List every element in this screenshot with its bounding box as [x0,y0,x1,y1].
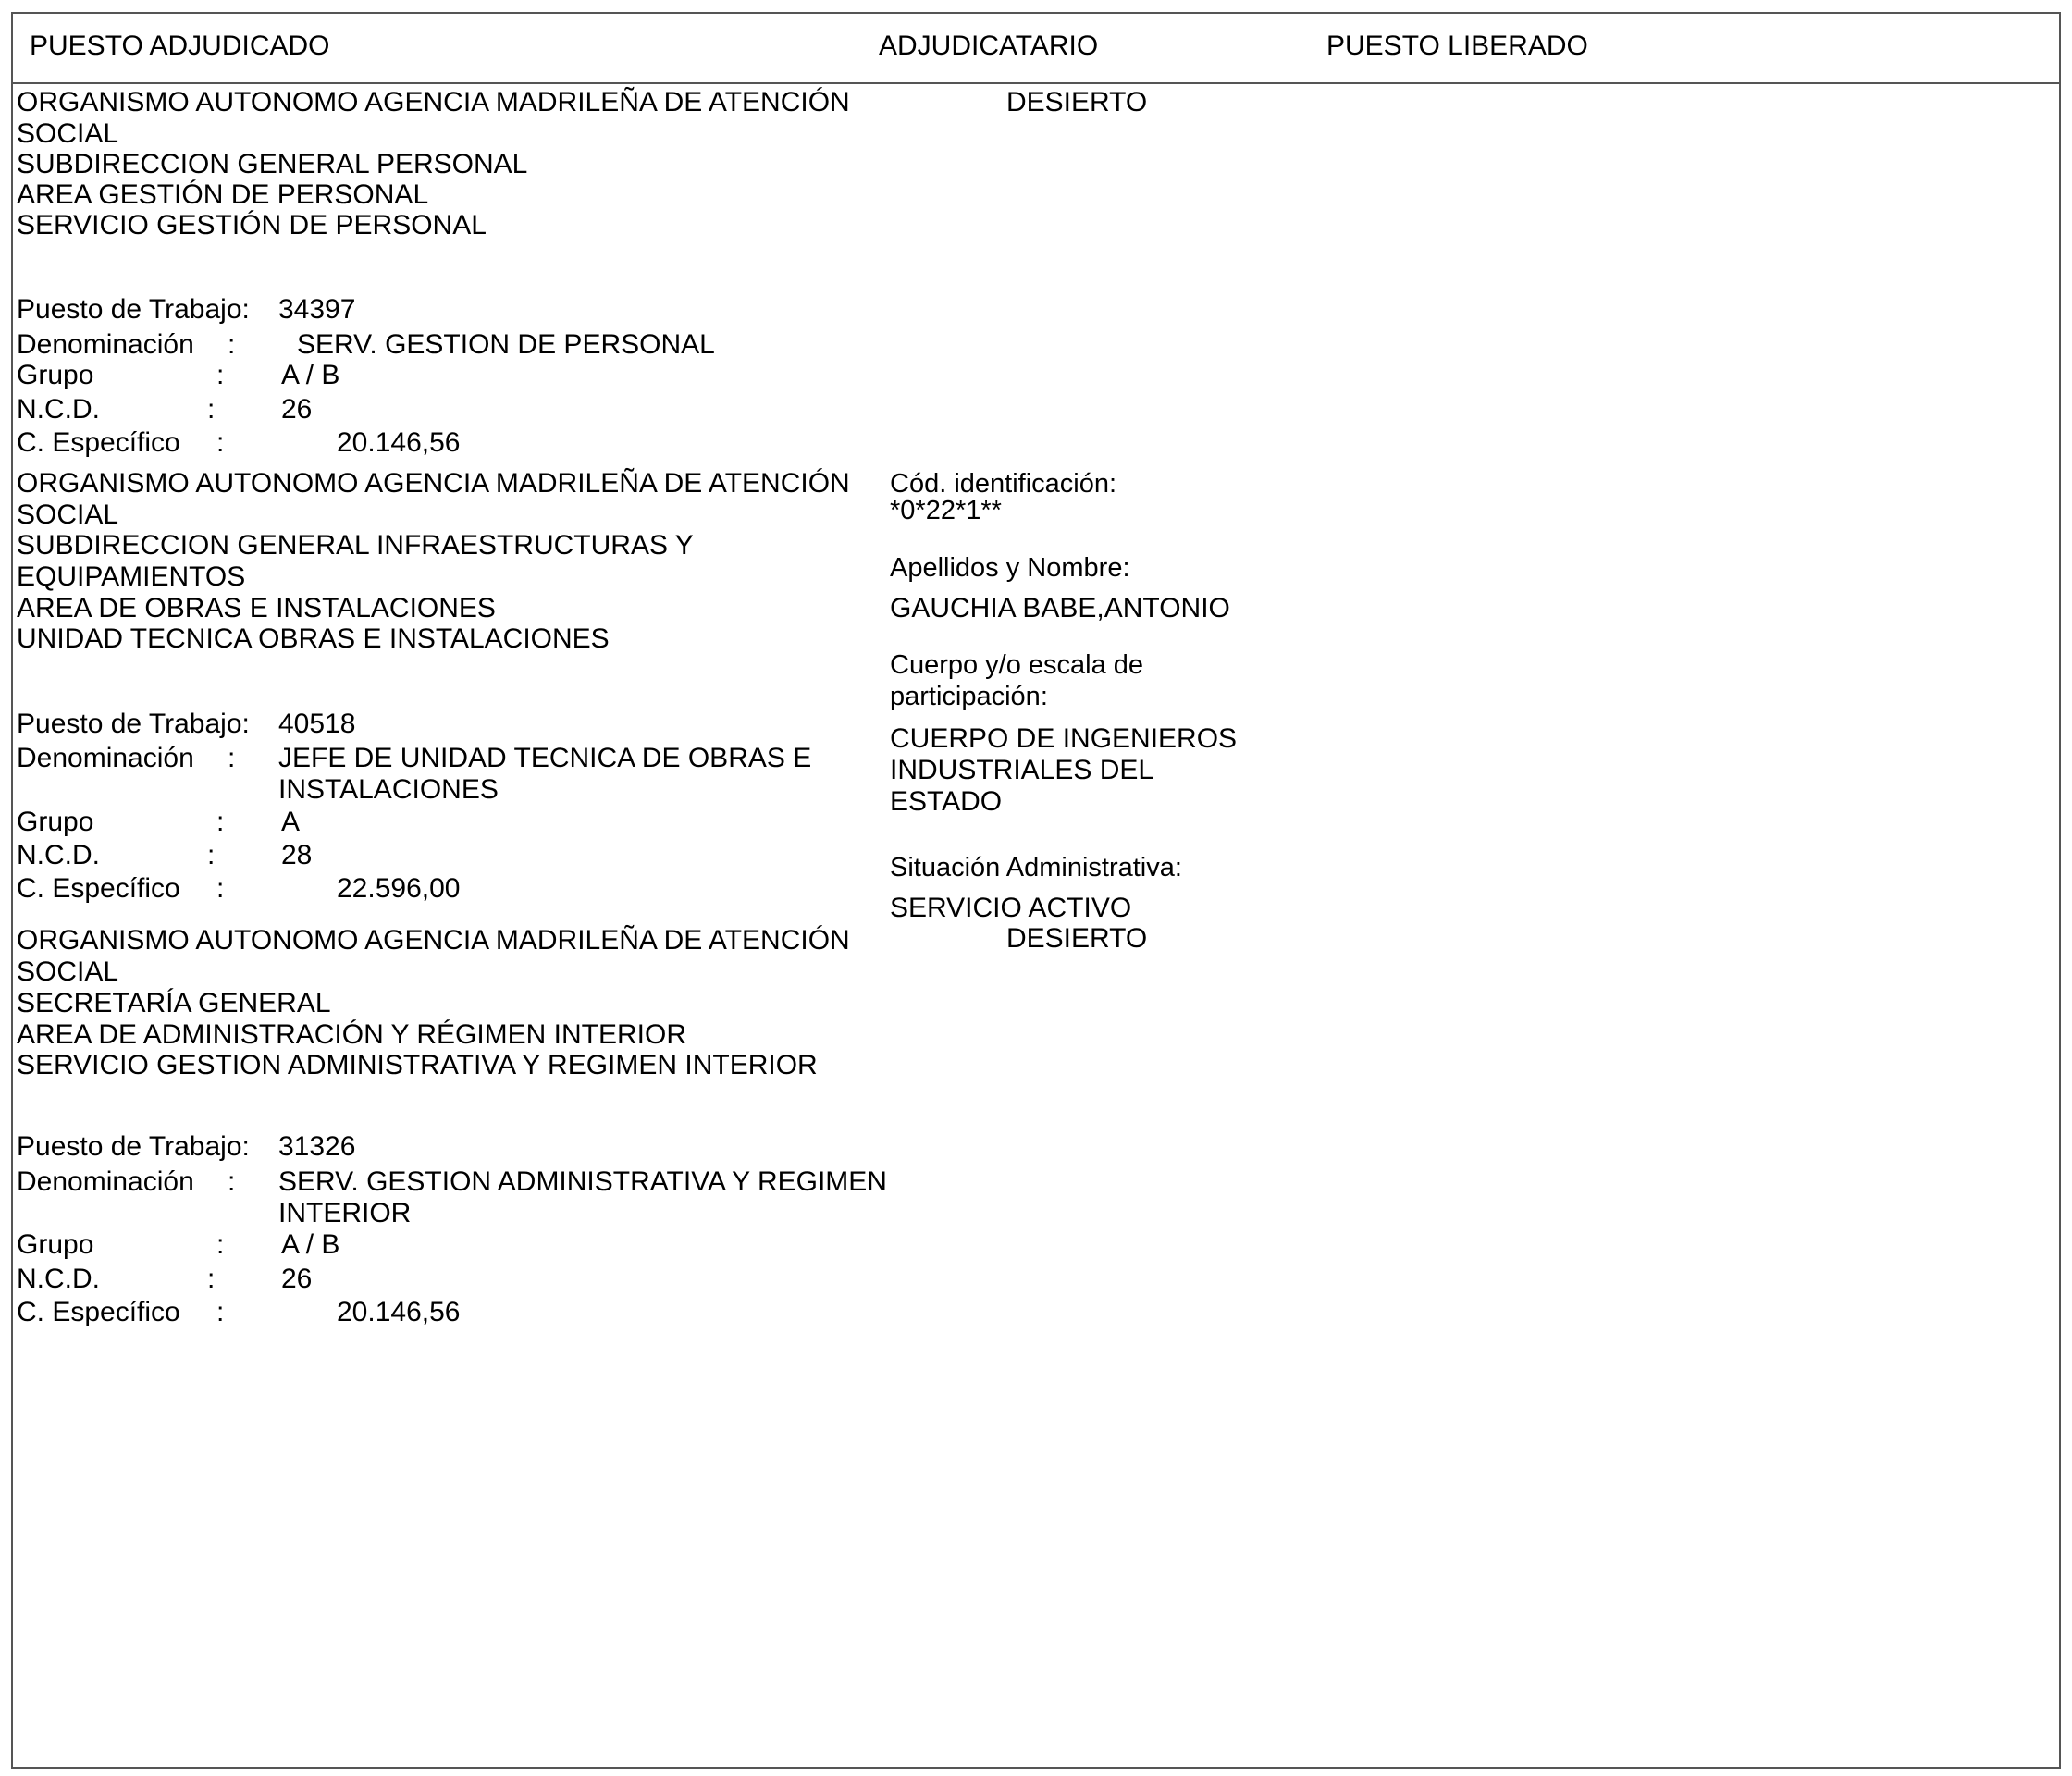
colon: : [207,394,216,425]
org-line: SERVICIO GESTION ADMINISTRATIVA Y REGIMEN INTERIOR [17,1050,818,1080]
cuerpo-label: Cuerpo y/o escala de [890,650,1144,680]
apellidos-nombre-label: Apellidos y Nombre: [890,553,1130,583]
denominacion-label: Denominación [17,1166,194,1197]
adjudicatario-desierto: DESIERTO [1006,87,1148,117]
grupo-value: A [281,807,301,837]
org-line: SOCIAL [17,956,119,987]
ncd-value: 28 [281,840,313,870]
org-line: SUBDIRECCION GENERAL INFRAESTRUCTURAS Y [17,530,694,561]
denominacion-value: SERV. GESTION ADMINISTRATIVA Y REGIMEN [278,1166,887,1197]
document-table [11,12,2061,1769]
org-line: SOCIAL [17,118,119,149]
org-line: ORGANISMO AUTONOMO AGENCIA MADRILEÑA DE ATENCIÓN [17,87,850,117]
header-puesto-adjudicado: PUESTO ADJUDICADO [30,31,330,61]
org-line: AREA DE ADMINISTRACIÓN Y RÉGIMEN INTERIOR [17,1019,687,1050]
org-line: EQUIPAMIENTOS [17,561,246,592]
puesto-label: Puesto de Trabajo: [17,709,250,739]
especifico-label: C. Específico [17,427,180,458]
cod-identificacion-value: *0*22*1** [890,496,1002,525]
colon: : [228,743,236,773]
grupo-value: A / B [281,360,340,390]
grupo-value: A / B [281,1229,340,1260]
colon: : [207,840,216,870]
especifico-value: 22.596,00 [337,873,461,904]
ncd-label: N.C.D. [17,1264,100,1294]
ncd-label: N.C.D. [17,840,100,870]
org-line: AREA DE OBRAS E INSTALACIONES [17,593,496,623]
especifico-label: C. Específico [17,873,180,904]
cuerpo-value: INDUSTRIALES DEL [890,755,1154,785]
colon: : [216,427,225,458]
org-line: AREA GESTIÓN DE PERSONAL [17,179,429,210]
header-puesto-liberado: PUESTO LIBERADO [1326,31,1588,61]
ncd-label: N.C.D. [17,394,100,425]
colon: : [228,1166,236,1197]
denominacion-label: Denominación [17,329,194,360]
grupo-label: Grupo [17,360,94,390]
puesto-label: Puesto de Trabajo: [17,294,250,325]
table-header [13,14,2059,84]
grupo-label: Grupo [17,807,94,837]
colon: : [228,329,236,360]
org-line: SUBDIRECCION GENERAL PERSONAL [17,149,528,179]
denominacion-value: SERV. GESTION DE PERSONAL [297,329,715,360]
especifico-value: 20.146,56 [337,427,461,458]
ncd-value: 26 [281,1264,313,1294]
colon: : [207,1264,216,1294]
org-line: ORGANISMO AUTONOMO AGENCIA MADRILEÑA DE ATENCIÓN [17,468,850,499]
cuerpo-label: participación: [890,682,1048,711]
adjudicatario-desierto: DESIERTO [1006,923,1148,954]
especifico-label: C. Específico [17,1297,180,1327]
org-line: SERVICIO GESTIÓN DE PERSONAL [17,210,487,240]
ncd-value: 26 [281,394,313,425]
puesto-label: Puesto de Trabajo: [17,1131,250,1162]
cuerpo-value: ESTADO [890,786,1003,817]
denominacion-value: INSTALACIONES [278,774,499,805]
situacion-value: SERVICIO ACTIVO [890,893,1132,923]
denominacion-label: Denominación [17,743,194,773]
colon: : [216,807,225,837]
puesto-value: 34397 [278,294,356,325]
puesto-value: 31326 [278,1131,356,1162]
org-line: SOCIAL [17,500,119,530]
puesto-value: 40518 [278,709,356,739]
grupo-label: Grupo [17,1229,94,1260]
colon: : [216,360,225,390]
especifico-value: 20.146,56 [337,1297,461,1327]
denominacion-value: JEFE DE UNIDAD TECNICA DE OBRAS E [278,743,812,773]
denominacion-value: INTERIOR [278,1198,412,1228]
situacion-label: Situación Administrativa: [890,853,1182,882]
cod-identificacion-label: Cód. identificación: [890,469,1117,499]
apellidos-nombre-value: GAUCHIA BABE,ANTONIO [890,593,1230,623]
colon: : [216,873,225,904]
header-adjudicatario: ADJUDICATARIO [879,31,1099,61]
org-line: ORGANISMO AUTONOMO AGENCIA MADRILEÑA DE ATENCIÓN [17,925,850,956]
cuerpo-value: CUERPO DE INGENIEROS [890,723,1238,754]
org-line: SECRETARÍA GENERAL [17,988,331,1018]
org-line: UNIDAD TECNICA OBRAS E INSTALACIONES [17,623,610,654]
colon: : [216,1297,225,1327]
colon: : [216,1229,225,1260]
